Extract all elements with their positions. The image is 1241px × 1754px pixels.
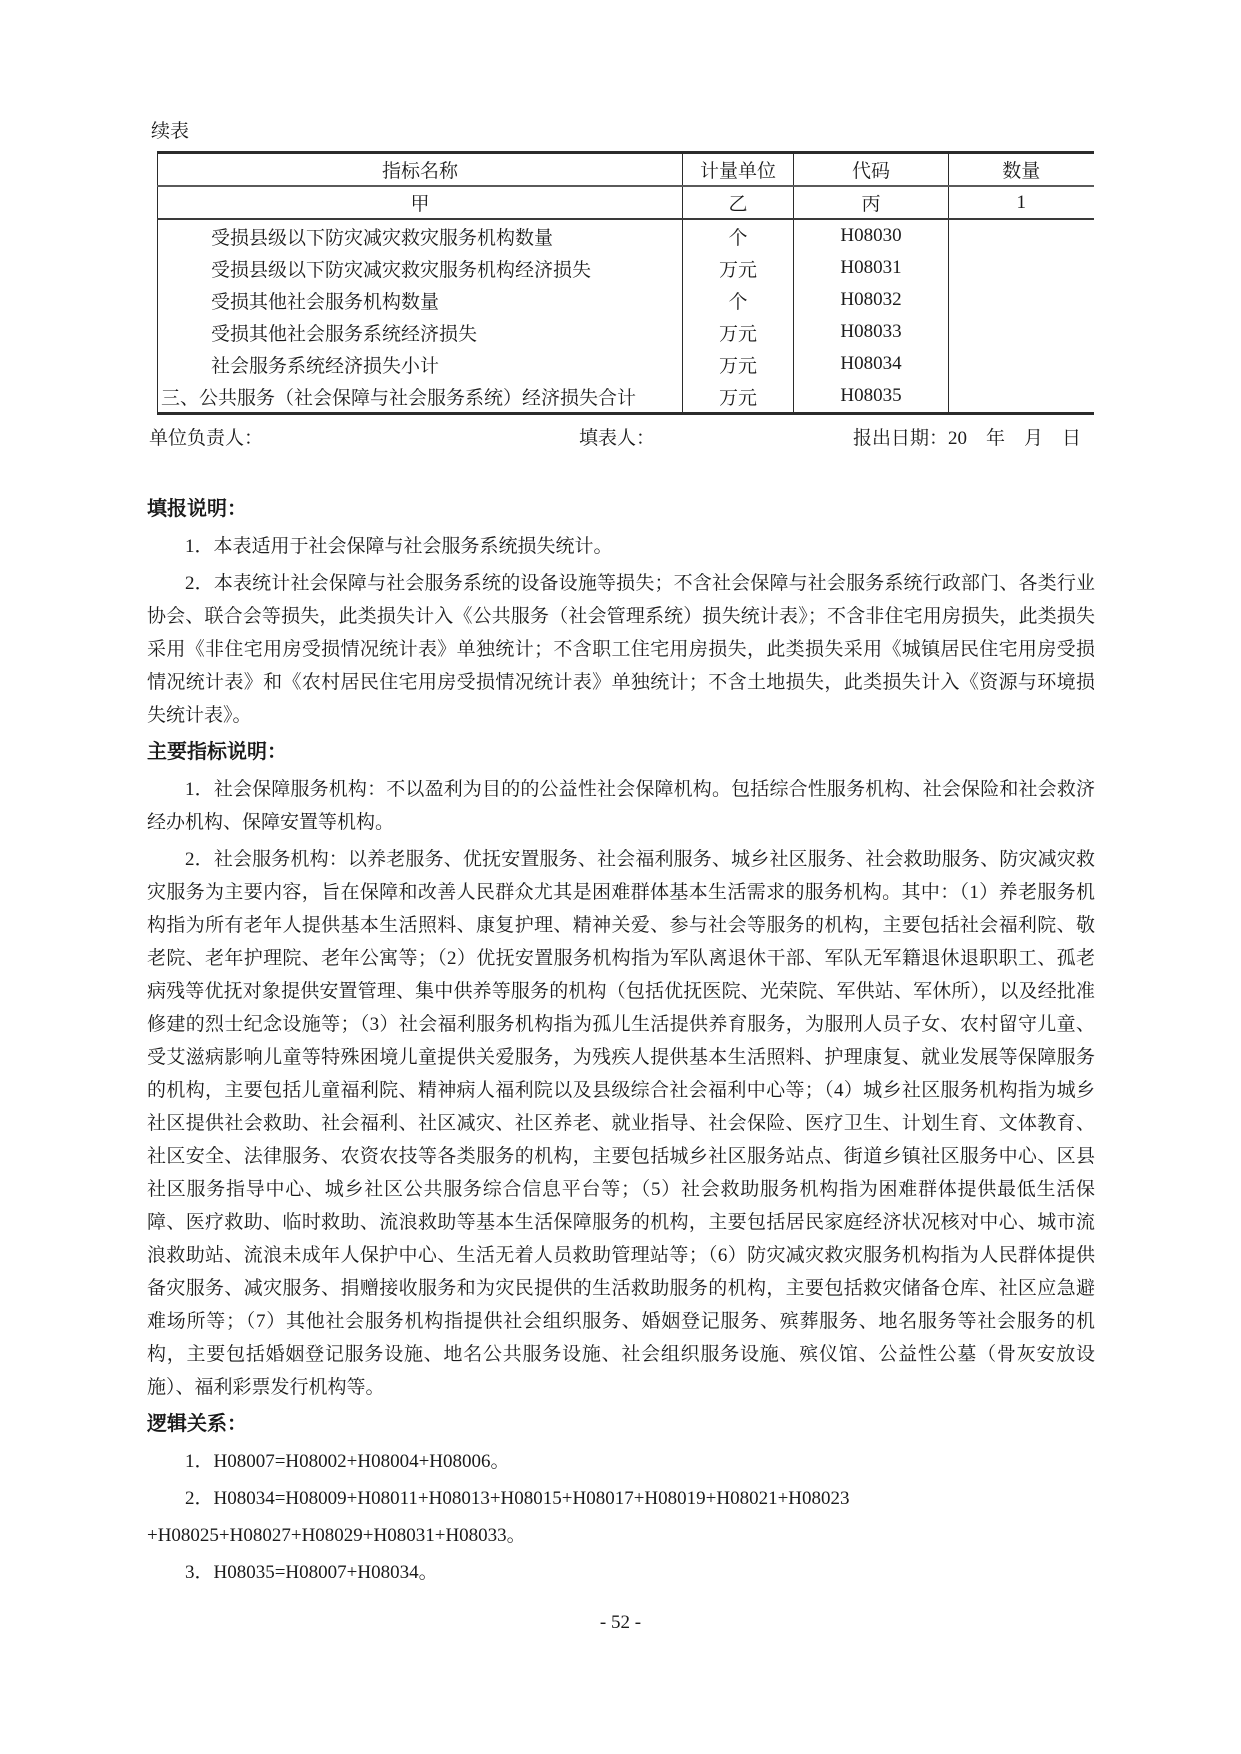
indicator-table — [157, 151, 1094, 415]
row-code: H08030 — [794, 219, 949, 252]
logic-relation-line: 1．H08007=H08002+H08004+H08006。 — [185, 1451, 510, 1472]
table-continued-label: 续表 — [151, 121, 190, 142]
row-measure-unit: 万元 — [683, 316, 794, 348]
signature-row — [147, 426, 1095, 452]
table-row — [158, 252, 1094, 284]
row-code: H08031 — [794, 252, 949, 284]
section-main-indicators — [147, 736, 1095, 1404]
main-indicators-title: 主要指标说明： — [147, 741, 287, 763]
row-quantity — [949, 348, 1094, 380]
filling-notes-paragraph: 2．本表统计社会保障与社会服务系统的设备设施等损失；不含社会保障与社会服务系统行政部门、各类行业协会、联合会等损失，此类损失计入《公共服务（社会管理系统）损失统计表》；不含非住宅用房损失，此类损失采用《非住宅用房受损情况统计表》单独统计；不含职工住宅用房损失，此类损失采用《城镇居民住宅用房受损情况统计表》和《农村居民住宅用房受损情况统计表》单独统计；不含土地损失，此类损失计入《资源与环境损失统计表》。 — [147, 573, 1095, 726]
indicator-table-body — [158, 219, 1094, 414]
table-header-row — [158, 153, 1094, 187]
row-indicator-name: 受损县级以下防灾减灾救灾服务机构数量 — [158, 219, 683, 252]
logic-relations-title: 逻辑关系： — [147, 1413, 247, 1435]
row-measure-unit: 万元 — [683, 380, 794, 414]
row-measure-unit: 万元 — [683, 348, 794, 380]
table-row — [158, 380, 1094, 414]
row-indicator-name: 社会服务系统经济损失小计 — [158, 348, 683, 380]
row-indicator-name: 受损其他社会服务系统经济损失 — [158, 316, 683, 348]
main-indicators-paragraph: 1．社会保障服务机构：不以盈利为目的的公益性社会保障机构。包括综合性服务机构、社会保险和社会救济经办机构、保障安置等机构。 — [147, 779, 1095, 833]
subheader-yi: 乙 — [683, 186, 794, 219]
row-quantity — [949, 284, 1094, 316]
header-measure-unit: 计量单位 — [683, 153, 794, 187]
row-measure-unit: 万元 — [683, 252, 794, 284]
header-indicator-name: 指标名称 — [158, 153, 683, 187]
row-quantity — [949, 380, 1094, 414]
table-row — [158, 316, 1094, 348]
table-row — [158, 348, 1094, 380]
row-code: H08034 — [794, 348, 949, 380]
subheader-jia: 甲 — [158, 186, 683, 219]
row-code: H08033 — [794, 316, 949, 348]
subheader-bing: 丙 — [794, 186, 949, 219]
section-filling-notes — [147, 493, 1095, 732]
filling-notes-title: 填报说明： — [147, 498, 247, 520]
section-logic-relations — [147, 1408, 1095, 1589]
row-indicator-name: 受损县级以下防灾减灾救灾服务机构经济损失 — [158, 252, 683, 284]
table-row — [158, 219, 1094, 252]
header-code: 代码 — [794, 153, 949, 187]
logic-relation-line-continuation: +H08025+H08027+H08029+H08031+H08033。 — [147, 1525, 526, 1546]
row-code: H08032 — [794, 284, 949, 316]
row-indicator-name: 受损其他社会服务机构数量 — [158, 284, 683, 316]
subheader-one: 1 — [949, 186, 1094, 219]
row-measure-unit: 个 — [683, 284, 794, 316]
row-quantity — [949, 252, 1094, 284]
row-quantity — [949, 219, 1094, 252]
logic-relation-line: 2．H08034=H08009+H08011+H08013+H08015+H08017+H08019+H08021+H08023 — [185, 1488, 850, 1509]
header-quantity: 数量 — [949, 153, 1094, 187]
row-quantity — [949, 316, 1094, 348]
row-measure-unit: 个 — [683, 219, 794, 252]
main-indicators-paragraph: 2．社会服务机构：以养老服务、优抚安置服务、社会福利服务、城乡社区服务、社会救助服务、防灾减灾救灾服务为主要内容，旨在保障和改善人民群众尤其是困难群体基本生活需求的服务机构。其中：（1）养老服务机构指为所有老年人提供基本生活照料、康复护理、精神关爱、参与社会等服务的机构，主要包括社会福利院、敬老院、老年护理院、老年公寓等；（2）优抚安置服务机构指为军队离退休干部、军队无军籍退休退职职工、孤老病残等优抚对象提供安置管理、集中供养等服务的机构（包括优抚医院、光荣院、军供站、军休所），以及经批准修建的烈士纪念设施等；（3）社会福利服务机构指为孤儿生活提供养育服务，为服刑人员子女、农村留守儿童、受艾滋病影响儿童等特殊困境儿童提供关爱服务，为残疾人提供基本生活照料、护理康复、就业发展等保障服务的机构，主要包括儿童福利院、精神病人福利院以及县级综合社会福利中心等；（4）城乡社区服务机构指为城乡社区提供社会救助、社会福利、社区减灾、社区养老、就业指导、社会保险、医疗卫生、计划生育、文体教育、社区安全、法律服务、农资农技等各类服务的机构，主要包括城乡社区服务站点、街道乡镇社区服务中心、区县社区服务指导中心、城乡社区公共服务综合信息平台等；（5）社会救助服务机构指为困难群体提供最低生活保障、医疗救助、临时救助、流浪救助等基本生活保障服务的机构，主要包括居民家庭经济状况核对中心、城市流浪救助站、流浪未成年人保护中心、生活无着人员救助管理站等；（6）防灾减灾救灾服务机构指为人民群体提供备灾服务、减灾服务、捐赠接收服务和为灾民提供的生活救助服务的机构，主要包括救灾储备仓库、社区应急避难场所等；（7）其他社会服务机构指提供社会组织服务、婚姻登记服务、殡葬服务、地名服务等社会服务的机构，主要包括婚姻登记服务设施、地名公共服务设施、社会组织服务设施、殡仪馆、公益性公墓（骨灰安放设施）、福利彩票发行机构等。 — [147, 849, 1095, 1398]
report-date-label: 报出日期：20 年 月 日 — [852, 428, 1081, 449]
page-number: - 52 - — [599, 1612, 642, 1633]
table-row — [158, 284, 1094, 316]
filling-notes-paragraph: 1．本表适用于社会保障与社会服务系统损失统计。 — [185, 536, 613, 557]
row-code: H08035 — [794, 380, 949, 414]
unit-head-label: 单位负责人： — [149, 428, 264, 449]
logic-relation-line: 3．H08035=H08007+H08034。 — [185, 1562, 438, 1583]
row-indicator-name: 三、公共服务（社会保障与社会服务系统）经济损失合计 — [158, 380, 683, 414]
table-subheader-row — [158, 186, 1094, 219]
form-filler-label: 填表人： — [579, 428, 656, 449]
